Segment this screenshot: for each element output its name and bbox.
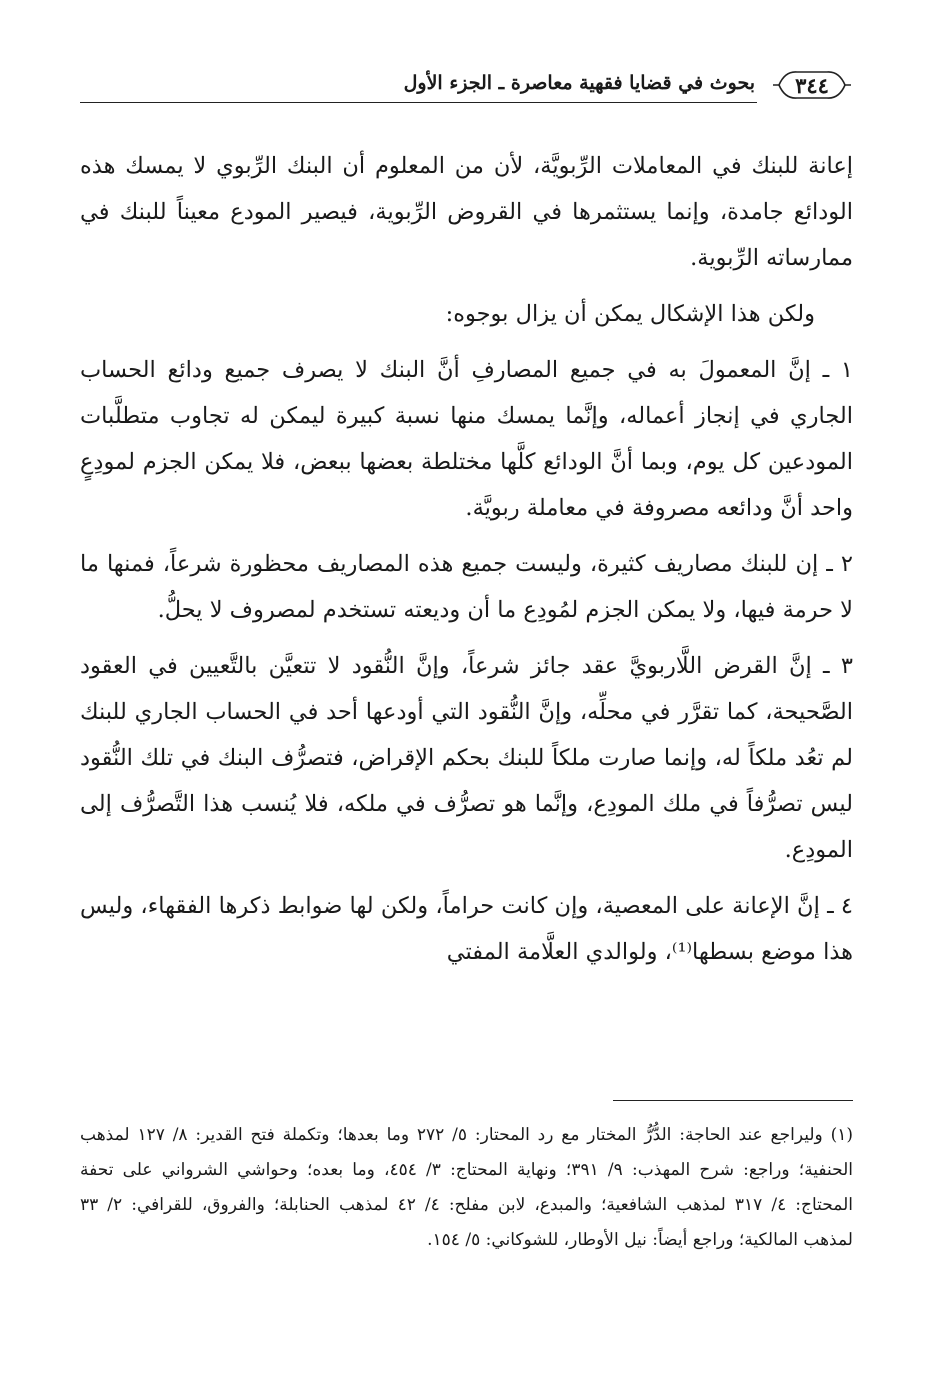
page-header: [80, 60, 853, 110]
paragraph-point-3: ٣ ـ إنَّ القرض اللَّاربويَّ عقد جائز شرعاً، وإنَّ النُّقود لا تتعيَّن بالتَّعيين في العقود الصَّحيحة، كما تقرَّر في محلِّه، وإنَّ النُّقود التي أودعها أحد في الحساب الجاري للبنك لم تعُد ملكاً له، وإنما صارت ملكاً للبنك بحكم الإقراض، فتصرُّف البنك في تلك النُّقود ليس تصرُّفاً في ملك المودِع، وإنَّما هو تصرُّف في ملكه، فلا يُنسب هذا التَّصرُّف إلى المودِع.: [80, 653, 853, 863]
footnote-1: (١) وليراجع عند الحاجة: الدُّرُّ المختار مع رد المحتار: ٥/ ٢٧٢ وما بعدها؛ وتكملة فتح القدير: ٨/ ١٢٧ لمذهب الحنفية؛ وراجع: شرح المهذب: ٩/ ٣٩١؛ ونهاية المحتاج: ٣/ ٤٥٤، وما بعده؛ وحواشي الشرواني على تحفة المحتاج: ٤/ ٣١٧ لمذهب الشافعية؛ والمبدع، لابن مفلح: ٤/ ٤٢ لمذهب الحنابلة؛ والفروق، للقرافي: ٢/ ٣٣ لمذهب المالكية؛ وراجع أيضاً: نيل الأوطار، للشوكاني: ٥/ ١٥٤.: [80, 1125, 853, 1250]
main-text: [80, 143, 853, 985]
footnote: [80, 1118, 853, 1258]
paragraph-point-1: ١ ـ إنَّ المعمولَ به في جميع المصارفِ أنَّ البنك لا يصرف جميع ودائع الحساب الجاري في إنجاز أعماله، وإنَّما يمسك منها نسبة كبيرة ليمكن له تجاوب متطلَّبات المودعين كل يوم، وبما أنَّ الودائع كلَّها مختلطة بعضها ببعض، فلا يمكن الجزم لمودِعٍ واحد أنَّ ودائعه مصروفة في معاملة ربويَّة.: [80, 357, 853, 521]
footnote-rule: [613, 1100, 853, 1101]
paragraph-point-4: ٤ ـ إنَّ الإعانة على المعصية، وإن كانت حراماً، ولكن لها ضوابط ذكرها الفقهاء، وليس هذا موضع بسطها⁽¹⁾، ولوالدي العلَّامة المفتي: [80, 893, 853, 965]
paragraph-1: إعانة للبنك في المعاملات الرِّبويَّة، لأن من المعلوم أن البنك الرِّبوي لا يمسك هذه الودائع جامدة، وإنما يستثمرها في القروض الرِّبوية، فيصير المودع معيناً للبنك في ممارساته الرِّبوية.: [80, 153, 853, 271]
header-rule: [80, 102, 757, 103]
paragraph-point-2: ٢ ـ إن للبنك مصاريف كثيرة، وليست جميع هذه المصاريف محظورة شرعاً، فمنها ما لا حرمة فيها، ولا يمكن الجزم لمُودِع ما أن وديعته تستخدم لمصروف لا يحلُّ.: [80, 551, 853, 623]
running-title: بحوث في قضايا فقهية معاصرة ـ الجزء الأول: [403, 72, 755, 94]
paragraph-2: ولكن هذا الإشكال يمكن أن يزال بوجوه:: [445, 301, 815, 327]
page-number: ٣٤٤: [795, 73, 829, 98]
page-number-frame: [771, 68, 853, 102]
